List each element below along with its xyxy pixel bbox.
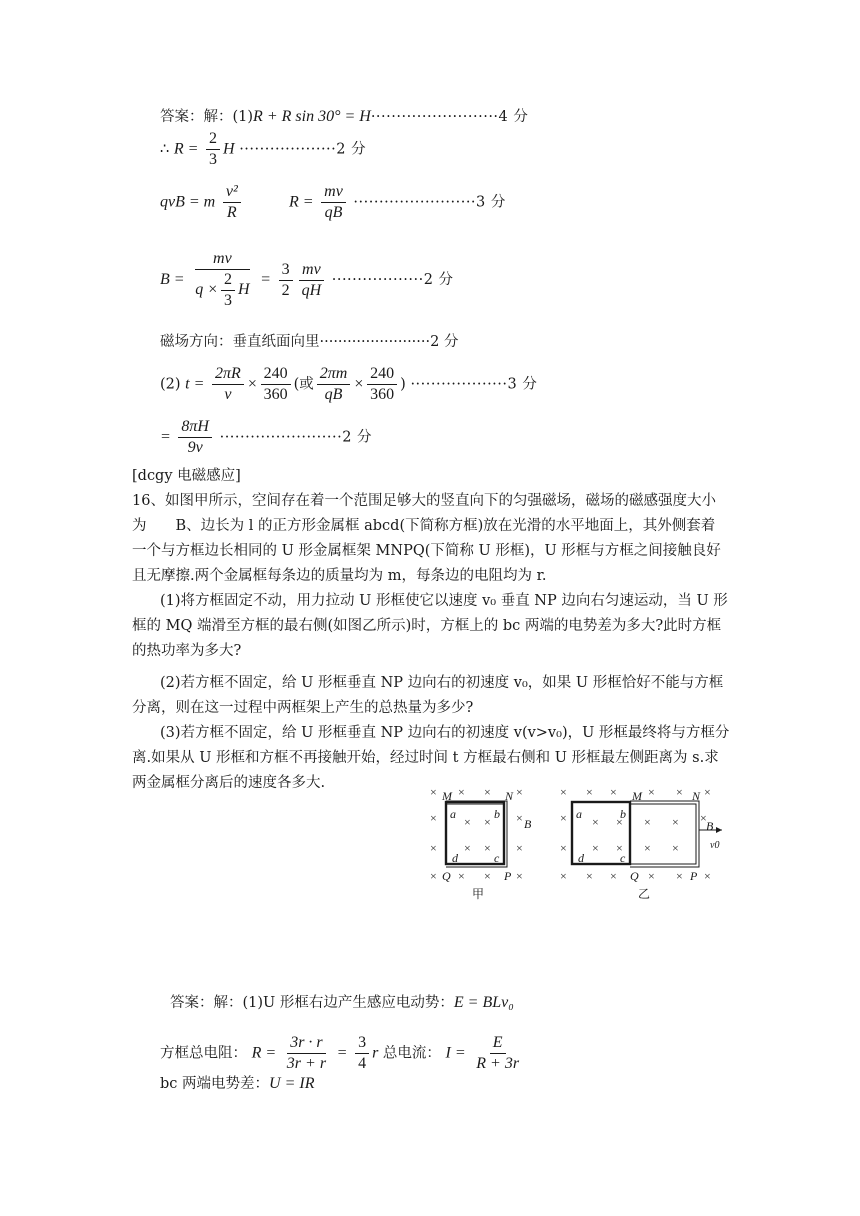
figure-right	[560, 785, 722, 901]
cross-mark: ×	[700, 811, 707, 825]
cross-mark: ×	[484, 785, 491, 799]
cross-mark: ×	[704, 785, 711, 799]
label-c: c	[620, 851, 626, 865]
label-M: M	[442, 789, 452, 803]
label-c: c	[494, 851, 500, 865]
label-d: d	[578, 851, 584, 865]
figure-left	[430, 785, 532, 901]
cross-mark: ×	[644, 841, 651, 855]
question-3: 离.如果从 U 形框和方框不再接触开始，经过时间 t 方框最右侧和 U 形框最左侧距离为 s.求	[132, 750, 719, 766]
answer1-line2: ∴ R = $\frac{2}{3}$ H ···················2 分	[160, 130, 367, 168]
section-tag: [dcgy 电磁感应]	[132, 468, 241, 484]
cross-mark: ×	[644, 815, 651, 829]
question-3: (3)若方框不固定，给 U 形框垂直 NP 边向右的初速度 v(v>v₀)，U 形框最终将与方框分	[160, 725, 730, 741]
cross-mark: ×	[560, 785, 567, 799]
cross-mark: ×	[484, 869, 491, 883]
magnetic-frame-figure	[420, 778, 740, 906]
cross-mark: ×	[464, 841, 471, 855]
answer1-line1: 答案：解：(1)R + R sin 30° = H·························4 分	[160, 108, 529, 125]
cross-mark: ×	[430, 841, 437, 855]
label-M: M	[632, 789, 642, 803]
problem-line: 且无摩擦.两个金属框每条边的质量均为 m，每条边的电阻均为 r.	[132, 568, 547, 584]
cross-mark: ×	[704, 869, 711, 883]
problem-line: 一个与方框边长相同的 U 形金属框架 MNPQ(下简称 U 形框)，U 形框与方框之间接触良好	[132, 543, 721, 559]
label-b: b	[620, 807, 626, 821]
label-d: d	[452, 851, 458, 865]
label-N: N	[505, 789, 514, 803]
cross-mark: ×	[484, 815, 491, 829]
label-a: a	[576, 807, 582, 821]
answer2-line3: bc 两端电势差：U = IR	[160, 1075, 315, 1092]
label-b: b	[494, 807, 500, 821]
label-v0: v0	[710, 840, 720, 851]
cross-mark: ×	[516, 841, 523, 855]
cross-mark: ×	[616, 815, 623, 829]
cross-mark: ×	[516, 785, 523, 799]
cross-mark: ×	[676, 785, 683, 799]
answer1-line5: 磁场方向：垂直纸面向里························2 分	[160, 334, 459, 350]
cross-mark: ×	[592, 841, 599, 855]
answer1-line4: B = mv q × $\frac{2}{3}$ H = $\frac{3}{2}$ $\frac{mv}{qH}$ ··················2 分	[160, 250, 454, 309]
cross-mark: ×	[648, 869, 655, 883]
answer1-line3: qvB = m $\frac{\text{v²}}{R}$ R = $\frac{mv}{qB}$ ························3 分	[160, 183, 506, 221]
cross-mark: ×	[586, 869, 593, 883]
cross-mark: ×	[616, 841, 623, 855]
question-1: (1)将方框固定不动，用力拉动 U 形框使它以速度 v₀ 垂直 NP 边向右匀速运动，当 U 形	[160, 593, 728, 609]
label-Q: Q	[442, 869, 451, 883]
question-1: 的热功率为多大?	[132, 643, 242, 659]
cross-mark: ×	[560, 811, 567, 825]
question-2: 分离，则在这一过程中两框架上产生的总热量为多少?	[132, 700, 474, 716]
cross-mark: ×	[516, 869, 523, 883]
cross-mark: ×	[586, 785, 593, 799]
question-1: 框的 MQ 端滑至方框的最右侧(如图乙所示)时，方框上的 bc 两端的电势差为多大?此时方框	[132, 618, 722, 634]
cross-mark: ×	[672, 841, 679, 855]
cross-mark: ×	[610, 785, 617, 799]
problem-line: 16、如图甲所示，空间存在着一个范围足够大的竖直向下的匀强磁场，磁场的磁感强度大小	[132, 493, 716, 509]
cross-mark: ×	[464, 815, 471, 829]
question-3: 两金属框分离后的速度各多大.	[132, 775, 326, 791]
cross-mark: ×	[648, 785, 655, 799]
caption-right: 乙	[638, 887, 651, 901]
cross-mark: ×	[458, 869, 465, 883]
label-P: P	[504, 869, 512, 883]
answer1-line7: = $\frac{8\pi H}{9v}$ ························2 分	[160, 418, 373, 456]
label-P: P	[690, 869, 698, 883]
cross-mark: ×	[560, 841, 567, 855]
answer1-line6: (2) t = $\frac{2\pi R}{v}$ × $\frac{240}{360}$ (或 $\frac{2\pi m}{qB}$ × $\frac{240}{360}$ ) ···················3 分	[160, 365, 538, 403]
label-B: B	[706, 819, 714, 833]
cross-mark: ×	[676, 869, 683, 883]
caption-left: 甲	[472, 887, 485, 901]
cross-mark: ×	[430, 785, 437, 799]
cross-mark: ×	[592, 815, 599, 829]
problem-line: 为 B、边长为 l 的正方形金属框 abcd(下简称方框)放在光滑的水平地面上，其外侧套着	[132, 518, 716, 534]
answer2-line2: 方框总电阻： R = $\frac{3r \cdot r}{3r + r}$ = $\frac{3}{4}$ r 总电流： I = $\frac{E}{R + 3r}$	[160, 1034, 520, 1072]
label-Q: Q	[630, 869, 639, 883]
label-a: a	[450, 807, 456, 821]
cross-mark: ×	[672, 815, 679, 829]
answer2-line1: 答案：解：(1)U 形框右边产生感应电动势：E = BLv₀	[170, 994, 514, 1011]
cross-mark: ×	[610, 869, 617, 883]
cross-mark: ×	[560, 869, 567, 883]
cross-mark: ×	[484, 841, 491, 855]
label-N: N	[692, 789, 701, 803]
cross-mark: ×	[430, 811, 437, 825]
question-2: (2)若方框不固定，给 U 形框垂直 NP 边向右的初速度 v₀，如果 U 形框恰好不能与方框	[160, 675, 724, 691]
cross-mark: ×	[458, 785, 465, 799]
cross-mark: ×	[516, 811, 523, 825]
label-B: B	[524, 817, 532, 831]
cross-mark: ×	[430, 869, 437, 883]
